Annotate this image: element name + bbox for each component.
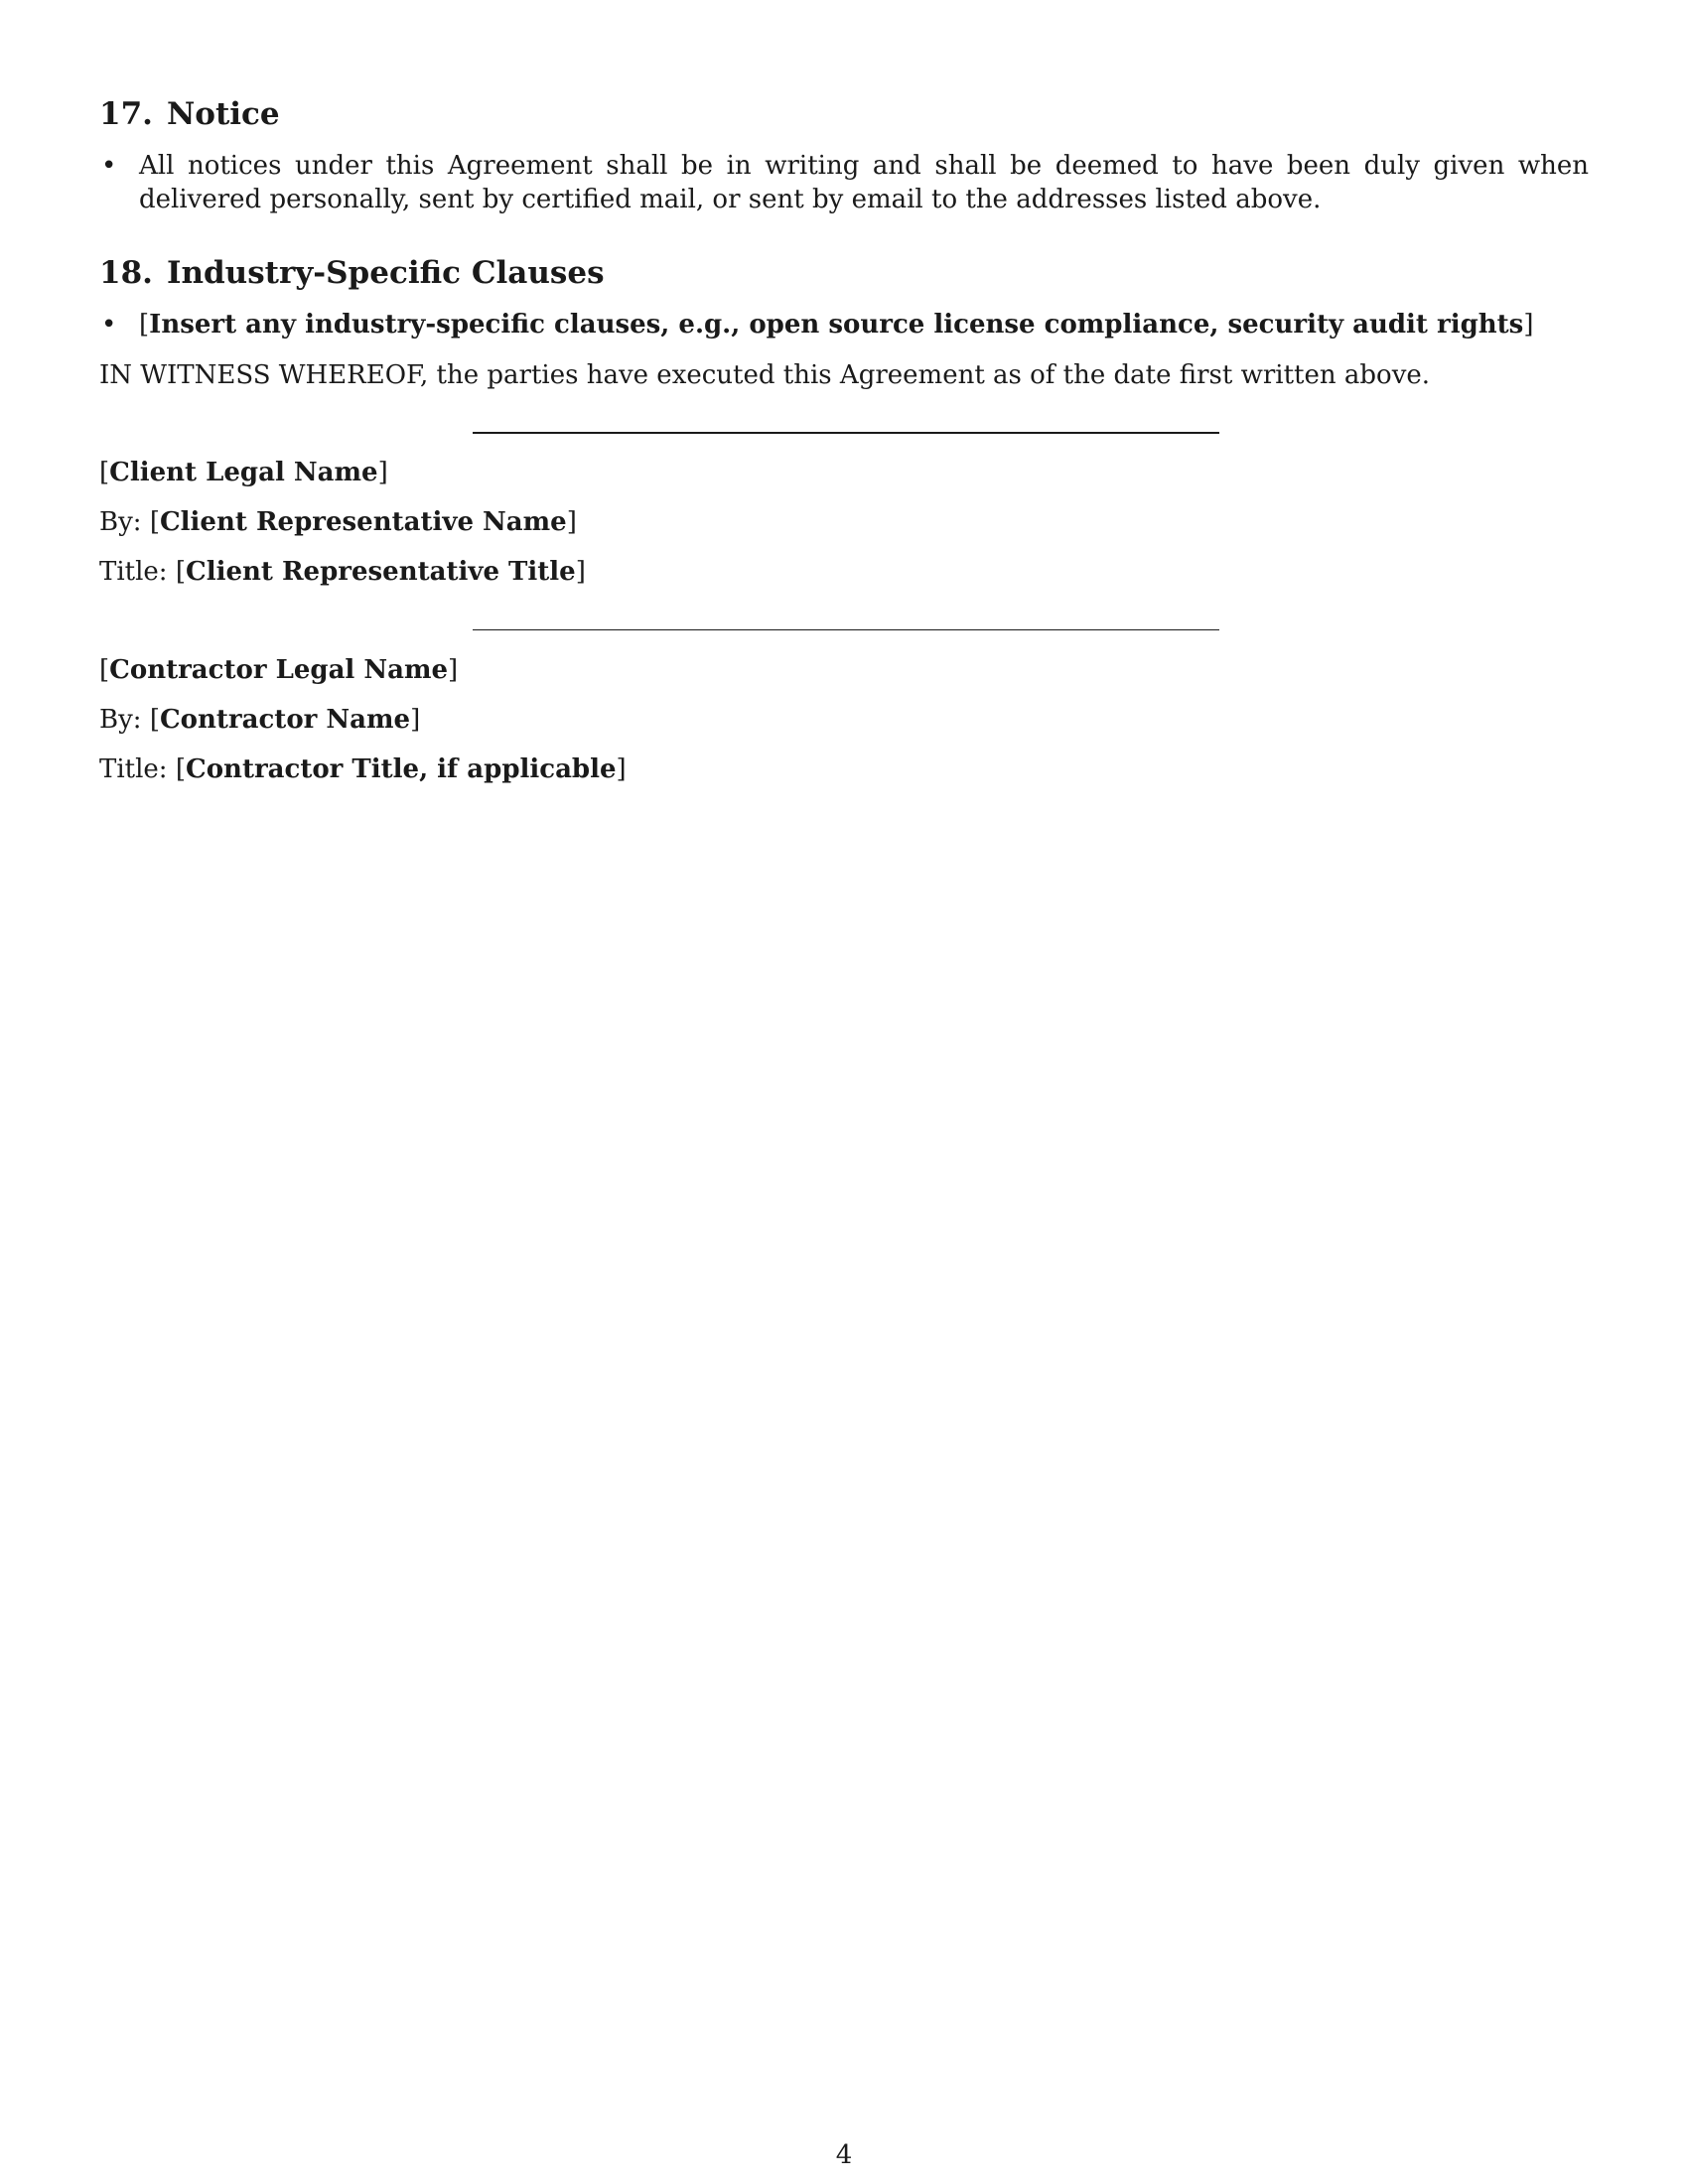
client-legal-name: [Client Legal Name] — [99, 458, 388, 487]
bullet-icon: • — [101, 310, 117, 340]
client-legal-name-text: Client Legal Name — [109, 458, 378, 487]
section-18-bullet-open: [ — [139, 310, 150, 340]
client-by-field: By: [Client Representative Name] — [99, 507, 577, 537]
client-representative-name: Client Representative Name — [159, 507, 567, 537]
contractor-title-field: Title: [Contractor Title, if applicable] — [99, 754, 627, 784]
contractor-legal-name: [Contractor Legal Name] — [99, 655, 459, 685]
section-18-title: Industry-Specific Clauses — [166, 255, 605, 291]
client-title-label: Title: — [99, 557, 168, 587]
contractor-legal-name-text: Contractor Legal Name — [109, 655, 449, 685]
section-18-bullet — [101, 308, 1589, 341]
contractor-title-label: Title: — [99, 754, 168, 784]
section-17-bullet-text: All notices under this Agreement shall be in writing and shall be deemed to have been duly given when delivered personally, sent by certified mail, or sent by email to the addresses listed above. — [139, 151, 1589, 214]
section-18-bullet-close: ] — [1523, 310, 1534, 340]
section-17-heading — [99, 96, 280, 132]
contractor-signature-line — [473, 629, 1219, 630]
document-page — [99, 0, 1589, 2184]
client-representative-title: Client Representative Title — [186, 557, 576, 587]
contractor-by-field: By: [Contractor Name] — [99, 705, 421, 735]
section-17-number: 17. — [99, 96, 153, 132]
section-17-title: Notice — [166, 96, 280, 132]
witness-statement: IN WITNESS WHEREOF, the parties have executed this Agreement as of the date first written above. — [99, 360, 1431, 390]
section-17-bullet — [101, 149, 1589, 216]
section-18-heading — [99, 255, 605, 291]
section-18-number: 18. — [99, 255, 153, 291]
section-18-bullet-text: Insert any industry-specific clauses, e.g., open source license compliance, security audit rights — [149, 310, 1524, 340]
client-signature-line — [473, 432, 1219, 434]
contractor-by-label: By: — [99, 705, 142, 735]
bullet-icon: • — [101, 151, 117, 181]
client-by-label: By: — [99, 507, 142, 537]
client-title-field: Title: [Client Representative Title] — [99, 557, 586, 587]
contractor-title: Contractor Title, if applicable — [186, 754, 617, 784]
page-number: 4 — [835, 2140, 853, 2170]
contractor-name: Contractor Name — [159, 705, 411, 735]
